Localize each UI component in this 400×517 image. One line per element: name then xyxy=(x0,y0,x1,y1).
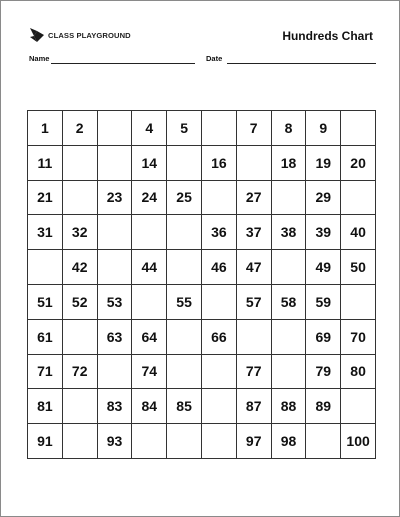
chart-cell: 87 xyxy=(237,389,272,424)
chart-cell: 20 xyxy=(341,146,376,181)
chart-cell: 98 xyxy=(272,424,307,459)
chart-cell: 77 xyxy=(237,355,272,390)
chart-cell: 1 xyxy=(28,111,63,146)
chart-cell: 31 xyxy=(28,215,63,250)
chart-cell: 85 xyxy=(167,389,202,424)
chart-cell-blank[interactable] xyxy=(98,146,133,181)
chart-cell: 37 xyxy=(237,215,272,250)
chart-cell-blank[interactable] xyxy=(306,424,341,459)
chart-cell: 74 xyxy=(132,355,167,390)
chart-cell: 27 xyxy=(237,181,272,216)
chart-cell: 93 xyxy=(98,424,133,459)
chart-cell-blank[interactable] xyxy=(28,250,63,285)
chart-cell-blank[interactable] xyxy=(167,146,202,181)
chart-cell-blank[interactable] xyxy=(202,285,237,320)
chart-cell: 44 xyxy=(132,250,167,285)
name-field[interactable] xyxy=(51,63,195,64)
chart-cell-blank[interactable] xyxy=(63,320,98,355)
chart-cell: 81 xyxy=(28,389,63,424)
chart-cell: 36 xyxy=(202,215,237,250)
chart-cell-blank[interactable] xyxy=(63,424,98,459)
chart-cell-blank[interactable] xyxy=(167,215,202,250)
chart-cell: 7 xyxy=(237,111,272,146)
chart-cell-blank[interactable] xyxy=(237,146,272,181)
chart-cell: 49 xyxy=(306,250,341,285)
chart-cell: 52 xyxy=(63,285,98,320)
chart-cell: 9 xyxy=(306,111,341,146)
chart-cell: 24 xyxy=(132,181,167,216)
chart-cell: 64 xyxy=(132,320,167,355)
chart-cell: 5 xyxy=(167,111,202,146)
chart-cell: 89 xyxy=(306,389,341,424)
chart-cell: 88 xyxy=(272,389,307,424)
chart-cell: 16 xyxy=(202,146,237,181)
name-label: Name xyxy=(29,54,50,63)
chart-cell-blank[interactable] xyxy=(167,424,202,459)
chart-cell: 57 xyxy=(237,285,272,320)
logo-icon xyxy=(29,27,45,43)
chart-cell: 51 xyxy=(28,285,63,320)
chart-cell: 84 xyxy=(132,389,167,424)
chart-cell: 19 xyxy=(306,146,341,181)
chart-cell-blank[interactable] xyxy=(341,389,376,424)
chart-cell: 29 xyxy=(306,181,341,216)
chart-cell-blank[interactable] xyxy=(272,181,307,216)
chart-cell: 4 xyxy=(132,111,167,146)
chart-cell: 69 xyxy=(306,320,341,355)
page-title: Hundreds Chart xyxy=(282,29,373,43)
chart-cell-blank[interactable] xyxy=(98,215,133,250)
chart-cell-blank[interactable] xyxy=(202,111,237,146)
chart-cell: 70 xyxy=(341,320,376,355)
chart-cell: 23 xyxy=(98,181,133,216)
chart-cell-blank[interactable] xyxy=(341,285,376,320)
chart-cell: 39 xyxy=(306,215,341,250)
chart-cell: 63 xyxy=(98,320,133,355)
chart-cell: 72 xyxy=(63,355,98,390)
chart-cell: 79 xyxy=(306,355,341,390)
chart-cell-blank[interactable] xyxy=(272,250,307,285)
chart-cell-blank[interactable] xyxy=(132,285,167,320)
chart-cell-blank[interactable] xyxy=(63,146,98,181)
chart-cell-blank[interactable] xyxy=(272,355,307,390)
chart-cell: 66 xyxy=(202,320,237,355)
chart-cell-blank[interactable] xyxy=(341,181,376,216)
chart-cell: 58 xyxy=(272,285,307,320)
chart-cell: 11 xyxy=(28,146,63,181)
chart-cell-blank[interactable] xyxy=(202,389,237,424)
hundreds-chart-grid xyxy=(27,110,376,459)
chart-cell-blank[interactable] xyxy=(202,181,237,216)
chart-cell: 46 xyxy=(202,250,237,285)
chart-cell: 8 xyxy=(272,111,307,146)
chart-cell-blank[interactable] xyxy=(132,215,167,250)
chart-cell-blank[interactable] xyxy=(98,250,133,285)
chart-cell-blank[interactable] xyxy=(167,355,202,390)
chart-cell: 91 xyxy=(28,424,63,459)
chart-cell-blank[interactable] xyxy=(272,320,307,355)
chart-cell: 32 xyxy=(63,215,98,250)
chart-cell-blank[interactable] xyxy=(98,355,133,390)
chart-cell: 55 xyxy=(167,285,202,320)
chart-cell-blank[interactable] xyxy=(237,320,272,355)
chart-cell: 100 xyxy=(341,424,376,459)
logo-text: CLASS PLAYGROUND xyxy=(48,30,131,40)
chart-cell: 21 xyxy=(28,181,63,216)
chart-cell: 47 xyxy=(237,250,272,285)
chart-cell: 59 xyxy=(306,285,341,320)
chart-cell: 71 xyxy=(28,355,63,390)
chart-cell: 14 xyxy=(132,146,167,181)
brand-logo xyxy=(29,27,131,43)
chart-cell: 42 xyxy=(63,250,98,285)
chart-cell-blank[interactable] xyxy=(167,250,202,285)
chart-cell-blank[interactable] xyxy=(63,389,98,424)
chart-cell-blank[interactable] xyxy=(98,111,133,146)
chart-cell-blank[interactable] xyxy=(202,424,237,459)
chart-cell-blank[interactable] xyxy=(132,424,167,459)
chart-cell-blank[interactable] xyxy=(167,320,202,355)
date-label: Date xyxy=(206,54,223,63)
date-field[interactable] xyxy=(227,63,376,64)
chart-cell: 97 xyxy=(237,424,272,459)
chart-cell: 53 xyxy=(98,285,133,320)
chart-cell: 38 xyxy=(272,215,307,250)
name-date-row xyxy=(29,54,376,66)
chart-cell: 83 xyxy=(98,389,133,424)
chart-cell: 25 xyxy=(167,181,202,216)
chart-cell: 18 xyxy=(272,146,307,181)
chart-cell-blank[interactable] xyxy=(63,181,98,216)
chart-cell-blank[interactable] xyxy=(202,355,237,390)
chart-cell: 80 xyxy=(341,355,376,390)
chart-cell: 50 xyxy=(341,250,376,285)
chart-cell: 40 xyxy=(341,215,376,250)
chart-cell: 61 xyxy=(28,320,63,355)
chart-cell: 2 xyxy=(63,111,98,146)
chart-cell-blank[interactable] xyxy=(341,111,376,146)
